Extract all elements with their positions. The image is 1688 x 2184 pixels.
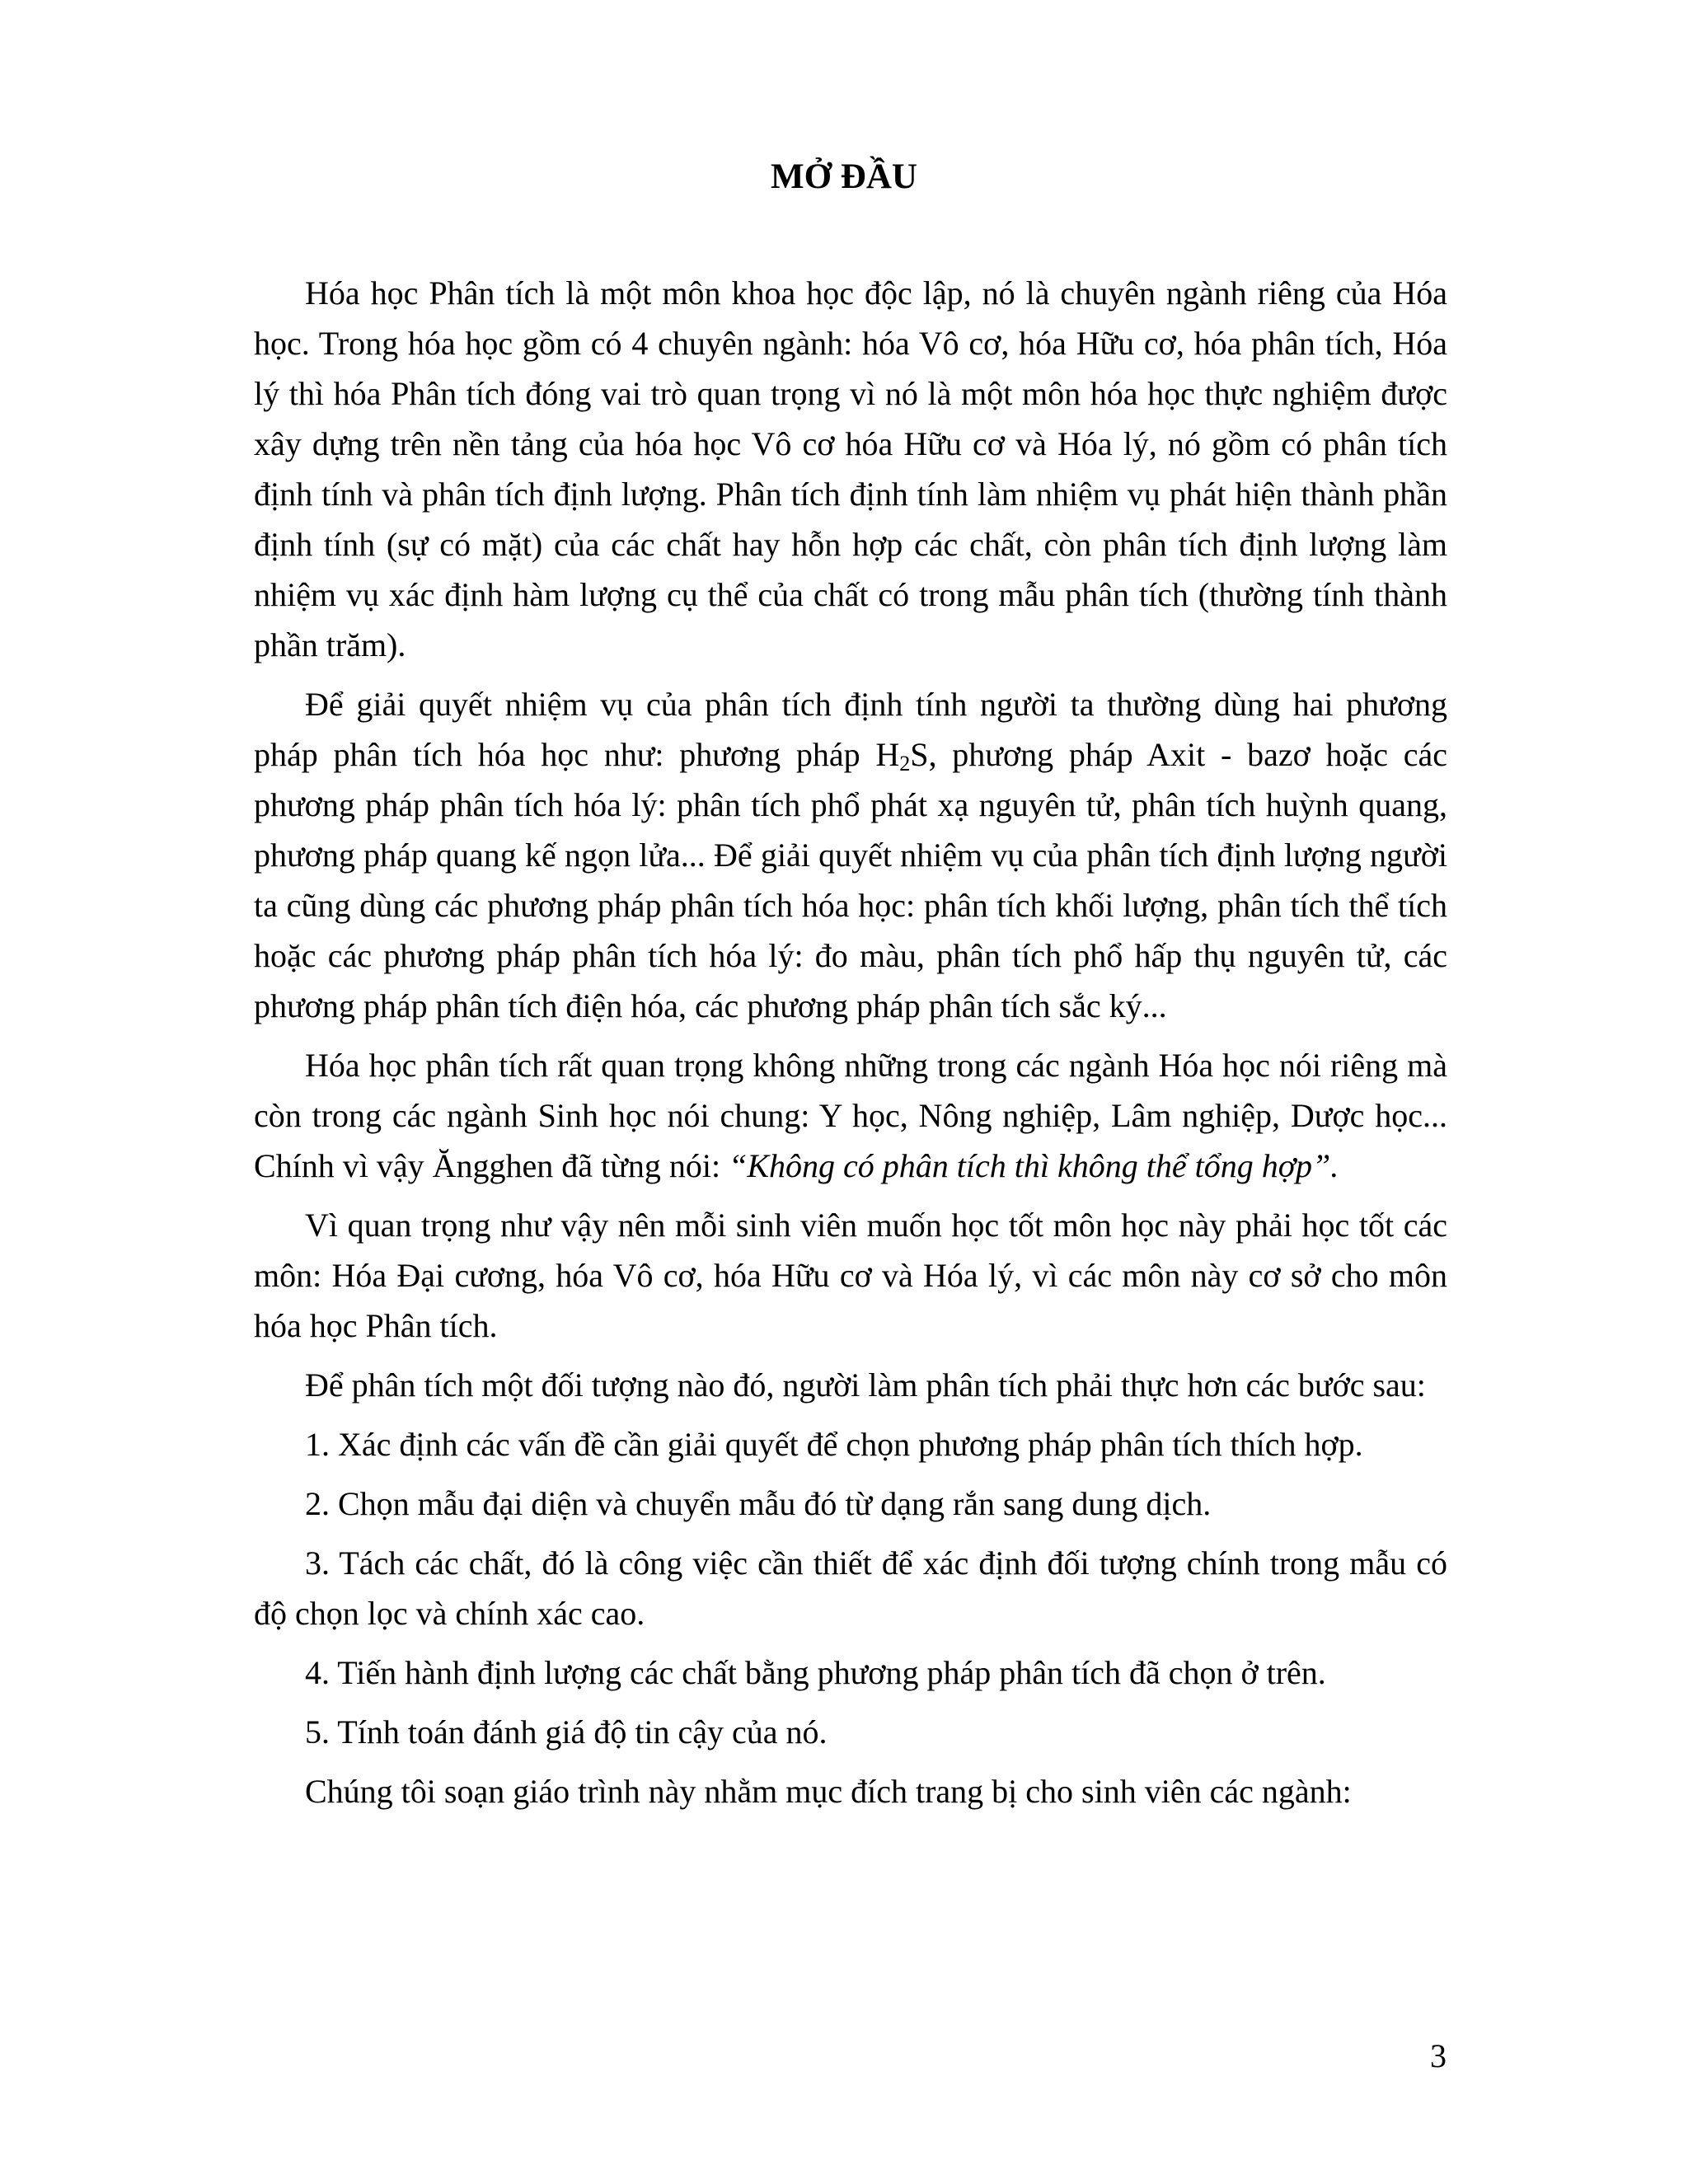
body-text <box>254 268 1447 1825</box>
page-title: MỞ ĐẦU <box>771 157 917 196</box>
page-number: 3 <box>1430 2037 1447 2074</box>
paragraph-importance-text: Hóa học phân tích rất quan trọng không những trong các ngành Hóa học nói riêng mà còn trong các ngành Sinh học nói chung: Y học, Nông nghiệp, Lâm nghiệp, Dược học... Chính vì vậy Ăngghen đã từng nói: <box>254 1047 1447 1184</box>
list-item-step-4: 4. Tiến hành định lượng các chất bằng phương pháp phân tích đã chọn ở trên. <box>305 1654 1326 1691</box>
paragraph-purpose: Chúng tôi soạn giáo trình này nhằm mục đích trang bị cho sinh viên các ngành: <box>305 1773 1352 1810</box>
subscript-2: 2 <box>899 752 911 776</box>
paragraph-steps-intro: Để phân tích một đối tượng nào đó, người làm phân tích phải thực hơn các bước sau: <box>305 1366 1426 1404</box>
list-item-step-1: 1. Xác định các vấn đề cần giải quyết để chọn phương pháp phân tích thích hợp. <box>305 1426 1363 1463</box>
paragraph-intro: Hóa học Phân tích là một môn khoa học độc lập, nó là chuyên ngành riêng của Hóa học. Trong hóa học gồm có 4 chuyên ngành: hóa Vô cơ, hóa Hữu cơ, hóa phân tích, Hóa lý thì hóa Phân tích đóng vai trò quan trọng vì nó là một môn hóa học thực nghiệm được xây dựng trên nền tảng của hóa học Vô cơ hóa Hữu cơ và Hóa lý, nó gồm có phân tích định tính và phân tích định lượng. Phân tích định tính làm nhiệm vụ phát hiện thành phần định tính (sự có mặt) của các chất hay hỗn hợp các chất, còn phân tích định lượng làm nhiệm vụ xác định hàm lượng cụ thể của chất có trong mẫu phân tích (thường tính thành phần trăm). <box>254 274 1447 663</box>
engels-quote: “Không có phân tích thì không thể tổng hợp”. <box>729 1147 1339 1184</box>
paragraph-methods-text-1: Để giải quyết nhiệm vụ của phân tích định tính người ta thường dùng hai phương pháp phân tích hóa học như: phương pháp H <box>254 686 1447 773</box>
paragraph-importance <box>254 1040 1447 1191</box>
list-item-step-2: 2. Chọn mẫu đại diện và chuyển mẫu đó từ dạng rắn sang dung dịch. <box>305 1485 1212 1522</box>
paragraph-prerequisites: Vì quan trọng như vậy nên mỗi sinh viên muốn học tốt môn học này phải học tốt các môn: Hóa Đại cương, hóa Vô cơ, hóa Hữu cơ và Hóa lý, vì các môn này cơ sở cho môn hóa học Phân tích. <box>254 1207 1447 1344</box>
list-item-step-5: 5. Tính toán đánh giá độ tin cậy của nó. <box>305 1713 828 1750</box>
paragraph-methods <box>254 679 1447 1031</box>
list-item-step-3: 3. Tách các chất, đó là công việc cần thiết để xác định đối tượng chính trong mẫu có độ chọn lọc và chính xác cao. <box>254 1544 1447 1632</box>
paragraph-methods-text-2: S, phương pháp Axit - bazơ hoặc các phương pháp phân tích hóa lý: phân tích phổ phát xạ nguyên tử, phân tích huỳnh quang, phương pháp quang kế ngọn lửa... Để giải quyết nhiệm vụ của phân tích định lượng người ta cũng dùng các phương pháp phân tích hóa học: phân tích khối lượng, phân tích thể tích hoặc các phương pháp phân tích hóa lý: đo màu, phân tích phổ hấp thụ nguyên tử, các phương pháp phân tích điện hóa, các phương pháp phân tích sắc ký... <box>254 736 1447 1024</box>
